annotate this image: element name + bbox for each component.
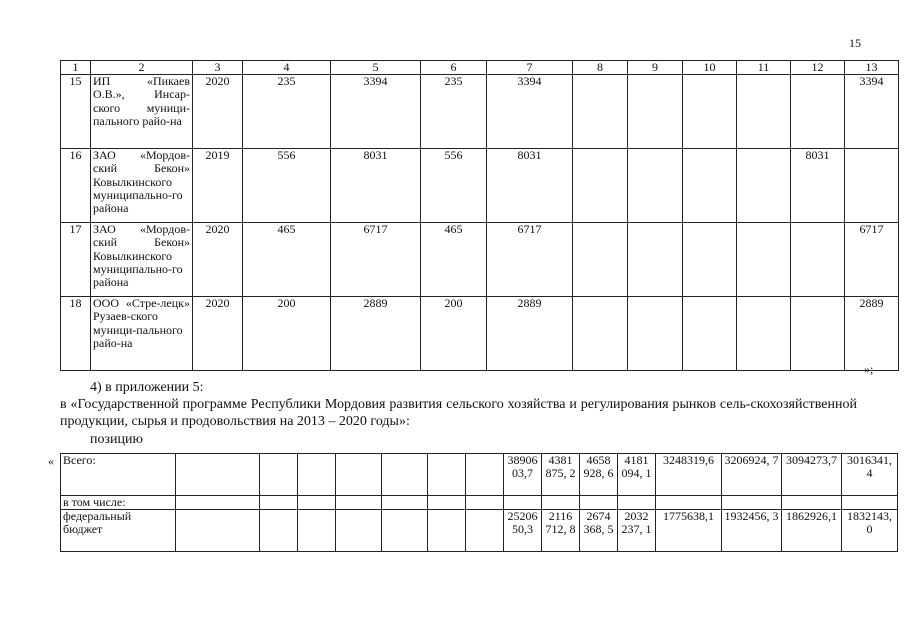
value-cell xyxy=(573,297,628,371)
value-cell: 8031 xyxy=(487,149,573,223)
value-cell: 1932456, 3 xyxy=(722,510,782,552)
value-cell xyxy=(683,149,737,223)
table-row xyxy=(61,496,898,510)
header-cell: 5 xyxy=(331,61,421,75)
table-row xyxy=(61,297,899,371)
value-cell: 4181 094, 1 xyxy=(618,454,656,496)
value-cell xyxy=(683,297,737,371)
value-cell xyxy=(683,223,737,297)
header-cell: 8 xyxy=(573,61,628,75)
value-cell: 4381 875, 2 xyxy=(542,454,580,496)
row-number: 18 xyxy=(61,297,91,371)
value-cell xyxy=(504,496,542,510)
table-row xyxy=(61,223,899,297)
value-cell xyxy=(628,223,683,297)
empty-cell xyxy=(466,454,504,496)
value-cell: 3094273,7 xyxy=(782,454,842,496)
year-cell: 2020 xyxy=(193,75,243,149)
value-cell: 200 xyxy=(243,297,331,371)
value-cell xyxy=(580,496,618,510)
header-cell: 13 xyxy=(845,61,899,75)
empty-cell xyxy=(466,496,504,510)
table-row xyxy=(61,75,899,149)
value-cell: 2116 712, 8 xyxy=(542,510,580,552)
organization-name: ЗАО «Мордов-ский Бекон» Ковылкинского муниципально-го района xyxy=(91,149,193,223)
value-cell xyxy=(573,223,628,297)
header-cell: 10 xyxy=(683,61,737,75)
organization-name: ООО «Стре-лецк» Рузаев-ского муници-пального райо-на xyxy=(91,297,193,371)
investment-projects-table xyxy=(60,60,899,371)
value-cell xyxy=(656,496,722,510)
organization-name: ЗАО «Мордов-ский Бекон» Ковылкинского муниципально-го района xyxy=(91,223,193,297)
empty-cell xyxy=(176,510,260,552)
funding-table xyxy=(60,453,898,552)
empty-cell xyxy=(298,454,336,496)
value-cell xyxy=(782,496,842,510)
year-cell: 2019 xyxy=(193,149,243,223)
value-cell: 2032 237, 1 xyxy=(618,510,656,552)
table-row xyxy=(61,149,899,223)
year-cell: 2020 xyxy=(193,297,243,371)
value-cell: 4658 928, 6 xyxy=(580,454,618,496)
row-number: 15 xyxy=(61,75,91,149)
value-cell: 3016341, 4 xyxy=(842,454,898,496)
value-cell: 556 xyxy=(421,149,487,223)
value-cell xyxy=(683,75,737,149)
empty-cell xyxy=(298,510,336,552)
item-heading: 4) в приложении 5: xyxy=(90,380,204,395)
value-cell xyxy=(737,149,791,223)
position-label: позицию xyxy=(90,432,143,447)
value-cell: 2674 368, 5 xyxy=(580,510,618,552)
header-cell: 9 xyxy=(628,61,683,75)
value-cell xyxy=(722,496,782,510)
header-cell: 2 xyxy=(91,61,193,75)
value-cell: 200 xyxy=(421,297,487,371)
row-label: Всего: xyxy=(61,454,176,496)
empty-cell xyxy=(298,496,336,510)
header-cell: 3 xyxy=(193,61,243,75)
value-cell: 1832143, 0 xyxy=(842,510,898,552)
row-number: 17 xyxy=(61,223,91,297)
empty-cell xyxy=(428,496,466,510)
organization-name: ИП «Пикаев О.В.», Инсар-ского муници-пального райо-на xyxy=(91,75,193,149)
header-cell: 12 xyxy=(791,61,845,75)
header-cell: 11 xyxy=(737,61,791,75)
value-cell xyxy=(628,297,683,371)
empty-cell xyxy=(336,454,382,496)
header-cell: 7 xyxy=(487,61,573,75)
row-label: федеральный бюджет xyxy=(61,510,176,552)
row-number: 16 xyxy=(61,149,91,223)
empty-cell xyxy=(382,496,428,510)
value-cell: 2889 xyxy=(331,297,421,371)
empty-cell xyxy=(176,496,260,510)
value-cell: 6717 xyxy=(845,223,899,297)
value-cell xyxy=(573,149,628,223)
value-cell: 235 xyxy=(243,75,331,149)
value-cell: 3394 xyxy=(845,75,899,149)
value-cell xyxy=(791,223,845,297)
empty-cell xyxy=(260,510,298,552)
value-cell: 3206924, 7 xyxy=(722,454,782,496)
value-cell: 1775638,1 xyxy=(656,510,722,552)
empty-cell xyxy=(336,510,382,552)
value-cell: 6717 xyxy=(487,223,573,297)
value-cell xyxy=(628,149,683,223)
program-paragraph: в «Государственной программе Республики Мордовия развития сельского хозяйства и регулирования рынков сель-скохозяйственной продукции, сырья и продовольствия на 2013 – 2020 годы»: xyxy=(60,397,857,429)
empty-cell xyxy=(260,496,298,510)
value-cell xyxy=(737,75,791,149)
value-cell: 8031 xyxy=(331,149,421,223)
value-cell: 25206 50,3 xyxy=(504,510,542,552)
year-cell: 2020 xyxy=(193,223,243,297)
table-header-row xyxy=(61,61,899,75)
page-number: 15 xyxy=(849,36,861,50)
value-cell: 2889 xyxy=(845,297,899,371)
empty-cell xyxy=(466,510,504,552)
value-cell xyxy=(618,496,656,510)
value-cell xyxy=(791,297,845,371)
value-cell: 8031 xyxy=(791,149,845,223)
table-row xyxy=(61,454,898,496)
value-cell: 3394 xyxy=(331,75,421,149)
value-cell: 1862926,1 xyxy=(782,510,842,552)
row-label: в том числе: xyxy=(61,496,176,510)
value-cell xyxy=(737,223,791,297)
header-cell: 4 xyxy=(243,61,331,75)
value-cell xyxy=(845,149,899,223)
value-cell: 2889 xyxy=(487,297,573,371)
value-cell xyxy=(573,75,628,149)
value-cell: 6717 xyxy=(331,223,421,297)
value-cell xyxy=(842,496,898,510)
value-cell xyxy=(542,496,580,510)
value-cell xyxy=(628,75,683,149)
empty-cell xyxy=(428,454,466,496)
empty-cell xyxy=(382,510,428,552)
value-cell: 38906 03,7 xyxy=(504,454,542,496)
empty-cell xyxy=(176,454,260,496)
value-cell xyxy=(791,75,845,149)
closing-quote-mark: »; xyxy=(864,362,874,376)
value-cell: 235 xyxy=(421,75,487,149)
value-cell: 465 xyxy=(421,223,487,297)
value-cell: 465 xyxy=(243,223,331,297)
value-cell: 3248319,6 xyxy=(656,454,722,496)
value-cell: 3394 xyxy=(487,75,573,149)
empty-cell xyxy=(260,454,298,496)
opening-quote-mark: « xyxy=(48,454,54,468)
header-cell: 6 xyxy=(421,61,487,75)
value-cell: 556 xyxy=(243,149,331,223)
table-row xyxy=(61,510,898,552)
empty-cell xyxy=(382,454,428,496)
empty-cell xyxy=(336,496,382,510)
header-cell: 1 xyxy=(61,61,91,75)
empty-cell xyxy=(428,510,466,552)
value-cell xyxy=(737,297,791,371)
